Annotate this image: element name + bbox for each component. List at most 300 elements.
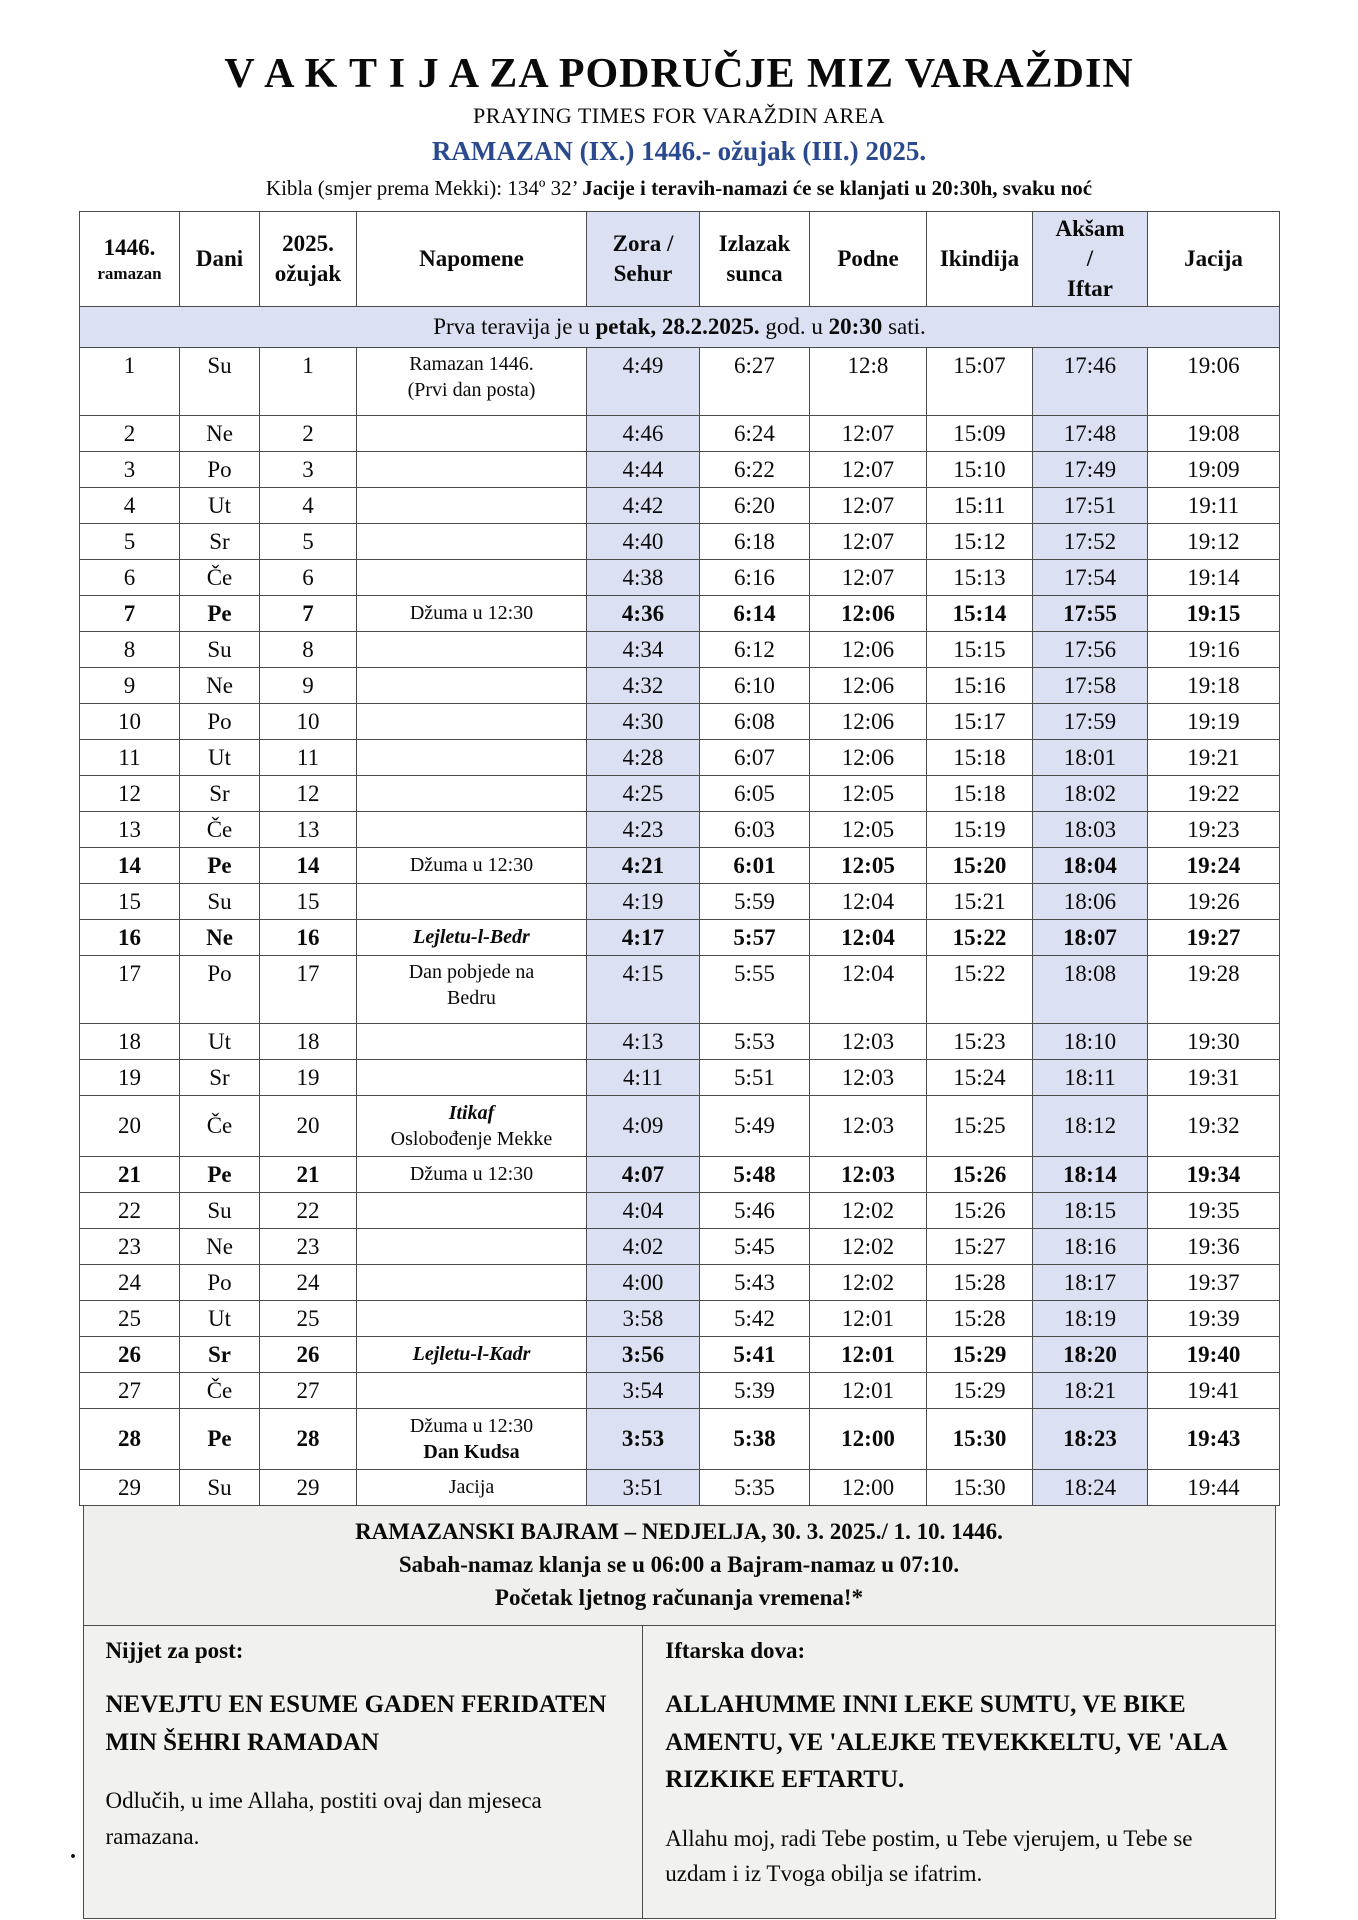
cell-jacija: 19:36 bbox=[1148, 1228, 1280, 1264]
cell-march-day: 16 bbox=[260, 919, 357, 955]
table-row bbox=[80, 739, 1280, 775]
cell-ramazan-day: 17 bbox=[80, 955, 180, 1023]
cell-ramazan-day: 2 bbox=[80, 415, 180, 451]
cell-zora: 4:19 bbox=[587, 883, 700, 919]
cell-izlazak: 5:38 bbox=[700, 1408, 810, 1469]
bajram-line: Sabah-namaz klanja se u 06:00 a Bajram-namaz u 07:10. bbox=[398, 1552, 960, 1578]
cell-ramazan-day: 24 bbox=[80, 1264, 180, 1300]
cell-day-name: Ut bbox=[180, 1023, 260, 1059]
cell-march-day: 25 bbox=[260, 1300, 357, 1336]
note-line: Itikaf bbox=[448, 1101, 495, 1124]
cell-podne: 12:02 bbox=[810, 1264, 927, 1300]
cell-aksam: 18:11 bbox=[1033, 1059, 1148, 1095]
cell-march-day: 19 bbox=[260, 1059, 357, 1095]
cell-ramazan-day: 3 bbox=[80, 451, 180, 487]
cell-ramazan-day: 20 bbox=[80, 1095, 180, 1156]
cell-ramazan-day: 18 bbox=[80, 1023, 180, 1059]
cell-ikindija: 15:17 bbox=[927, 703, 1033, 739]
cell-aksam: 18:10 bbox=[1033, 1023, 1148, 1059]
cell-day-name: Sr bbox=[180, 1059, 260, 1095]
cell-day-name: Pe bbox=[180, 595, 260, 631]
cell-aksam: 18:20 bbox=[1033, 1336, 1148, 1372]
table-row bbox=[80, 415, 1280, 451]
cell-izlazak: 6:18 bbox=[700, 523, 810, 559]
cell-aksam: 18:12 bbox=[1033, 1095, 1148, 1156]
cell-zora: 4:36 bbox=[587, 595, 700, 631]
cell-podne: 12:04 bbox=[810, 955, 927, 1023]
niyyah-box bbox=[84, 1626, 644, 1918]
table-row bbox=[80, 451, 1280, 487]
cell-march-day: 20 bbox=[260, 1095, 357, 1156]
cell-jacija: 19:08 bbox=[1148, 415, 1280, 451]
cell-aksam: 18:01 bbox=[1033, 739, 1148, 775]
cell-note bbox=[357, 1192, 587, 1228]
cell-day-name: Su bbox=[180, 1192, 260, 1228]
cell-march-day: 28 bbox=[260, 1408, 357, 1469]
niyyah-transliteration: NEVEJTU EN ESUME GADEN FERIDATEN MIN ŠEHRI RAMADAN bbox=[105, 1691, 607, 1756]
note-line: Dan pobjede na bbox=[408, 960, 535, 983]
table-row bbox=[80, 631, 1280, 667]
table-row bbox=[80, 775, 1280, 811]
column-header-jacija: Jacija bbox=[1148, 212, 1280, 307]
cell-izlazak: 6:08 bbox=[700, 703, 810, 739]
cell-izlazak: 5:59 bbox=[700, 883, 810, 919]
cell-jacija: 19:44 bbox=[1148, 1469, 1280, 1505]
cell-zora: 4:32 bbox=[587, 667, 700, 703]
cell-ikindija: 15:15 bbox=[927, 631, 1033, 667]
cell-aksam: 18:03 bbox=[1033, 811, 1148, 847]
cell-march-day: 2 bbox=[260, 415, 357, 451]
cell-jacija: 19:16 bbox=[1148, 631, 1280, 667]
kibla-line bbox=[79, 176, 1279, 201]
cell-zora: 3:56 bbox=[587, 1336, 700, 1372]
cell-jacija: 19:15 bbox=[1148, 595, 1280, 631]
cell-podne: 12:03 bbox=[810, 1023, 927, 1059]
cell-ikindija: 15:09 bbox=[927, 415, 1033, 451]
cell-ikindija: 15:20 bbox=[927, 847, 1033, 883]
cell-ramazan-day: 19 bbox=[80, 1059, 180, 1095]
cell-day-name: Če bbox=[180, 1095, 260, 1156]
cell-jacija: 19:14 bbox=[1148, 559, 1280, 595]
cell-podne: 12:00 bbox=[810, 1408, 927, 1469]
table-row bbox=[80, 523, 1280, 559]
cell-zora: 4:21 bbox=[587, 847, 700, 883]
cell-note bbox=[357, 559, 587, 595]
cell-ramazan-day: 6 bbox=[80, 559, 180, 595]
cell-zora: 4:11 bbox=[587, 1059, 700, 1095]
cell-march-day: 13 bbox=[260, 811, 357, 847]
cell-aksam: 18:15 bbox=[1033, 1192, 1148, 1228]
cell-march-day: 3 bbox=[260, 451, 357, 487]
cell-izlazak: 5:48 bbox=[700, 1156, 810, 1192]
column-header-ozujak: 2025. ožujak bbox=[260, 212, 357, 307]
cell-podne: 12:06 bbox=[810, 595, 927, 631]
cell-podne: 12:07 bbox=[810, 415, 927, 451]
cell-day-name: Po bbox=[180, 955, 260, 1023]
cell-zora: 4:38 bbox=[587, 559, 700, 595]
column-header-aksam: Akšam / Iftar bbox=[1033, 212, 1148, 307]
cell-podne: 12:06 bbox=[810, 739, 927, 775]
cell-jacija: 19:06 bbox=[1148, 347, 1280, 415]
cell-zora: 4:17 bbox=[587, 919, 700, 955]
cell-izlazak: 5:41 bbox=[700, 1336, 810, 1372]
cell-jacija: 19:43 bbox=[1148, 1408, 1280, 1469]
cell-ramazan-day: 9 bbox=[80, 667, 180, 703]
cell-aksam: 17:59 bbox=[1033, 703, 1148, 739]
niyyah-heading: Nijjet za post: bbox=[105, 1638, 244, 1664]
cell-ikindija: 15:07 bbox=[927, 347, 1033, 415]
cell-march-day: 15 bbox=[260, 883, 357, 919]
cell-izlazak: 5:53 bbox=[700, 1023, 810, 1059]
cell-ramazan-day: 12 bbox=[80, 775, 180, 811]
cell-izlazak: 5:57 bbox=[700, 919, 810, 955]
cell-izlazak: 6:10 bbox=[700, 667, 810, 703]
cell-day-name: Pe bbox=[180, 1156, 260, 1192]
table-row bbox=[80, 1469, 1280, 1505]
cell-jacija: 19:12 bbox=[1148, 523, 1280, 559]
cell-izlazak: 6:16 bbox=[700, 559, 810, 595]
bajram-notice bbox=[83, 1506, 1276, 1626]
cell-aksam: 17:49 bbox=[1033, 451, 1148, 487]
table-row bbox=[80, 1300, 1280, 1336]
cell-note bbox=[357, 811, 587, 847]
note-line: Džuma u 12:30 bbox=[409, 1163, 534, 1186]
note-line: Ramazan 1446. bbox=[409, 352, 534, 375]
document-content bbox=[79, 0, 1279, 1919]
cell-jacija: 19:18 bbox=[1148, 667, 1280, 703]
cell-note bbox=[357, 1469, 587, 1505]
column-header-dani: Dani bbox=[180, 212, 260, 307]
cell-ikindija: 15:26 bbox=[927, 1156, 1033, 1192]
cell-march-day: 26 bbox=[260, 1336, 357, 1372]
cell-day-name: Ne bbox=[180, 667, 260, 703]
header-row bbox=[80, 212, 1280, 307]
cell-zora: 4:25 bbox=[587, 775, 700, 811]
cell-note bbox=[357, 703, 587, 739]
cell-podne: 12:00 bbox=[810, 1469, 927, 1505]
cell-ramazan-day: 8 bbox=[80, 631, 180, 667]
cell-podne: 12:07 bbox=[810, 559, 927, 595]
table-row bbox=[80, 1372, 1280, 1408]
cell-aksam: 18:02 bbox=[1033, 775, 1148, 811]
cell-podne: 12:03 bbox=[810, 1095, 927, 1156]
cell-note bbox=[357, 451, 587, 487]
table-row bbox=[80, 1156, 1280, 1192]
banner-segment-bold: 20:30 bbox=[828, 314, 883, 340]
dova-transliteration: ALLAHUMME INNI LEKE SUMTU, VE BIKE AMENTU, VE 'ALEJKE TEVEKKELTU, VE 'ALA RIZKIKE EFTARTU. bbox=[665, 1691, 1227, 1794]
column-header-ikindija: Ikindija bbox=[927, 212, 1033, 307]
cell-podne: 12:07 bbox=[810, 487, 927, 523]
cell-ikindija: 15:28 bbox=[927, 1264, 1033, 1300]
cell-day-name: Ne bbox=[180, 919, 260, 955]
cell-aksam: 17:56 bbox=[1033, 631, 1148, 667]
cell-note bbox=[357, 415, 587, 451]
cell-podne: 12:05 bbox=[810, 847, 927, 883]
cell-march-day: 18 bbox=[260, 1023, 357, 1059]
season-line: RAMAZAN (IX.) 1446.- ožujak (III.) 2025. bbox=[431, 136, 927, 167]
cell-podne: 12:03 bbox=[810, 1156, 927, 1192]
table-row bbox=[80, 595, 1280, 631]
cell-aksam: 17:52 bbox=[1033, 523, 1148, 559]
cell-aksam: 18:04 bbox=[1033, 847, 1148, 883]
niyyah-translation: Odlučih, u ime Allaha, postiti ovaj dan mjeseca ramazana. bbox=[105, 1788, 542, 1849]
cell-note bbox=[357, 1228, 587, 1264]
cell-izlazak: 6:01 bbox=[700, 847, 810, 883]
cell-note bbox=[357, 847, 587, 883]
cell-podne: 12:01 bbox=[810, 1372, 927, 1408]
cell-day-name: Su bbox=[180, 1469, 260, 1505]
cell-ramazan-day: 27 bbox=[80, 1372, 180, 1408]
cell-zora: 4:07 bbox=[587, 1156, 700, 1192]
cell-aksam: 18:16 bbox=[1033, 1228, 1148, 1264]
cell-note bbox=[357, 775, 587, 811]
cell-zora: 4:46 bbox=[587, 415, 700, 451]
cell-zora: 4:28 bbox=[587, 739, 700, 775]
cell-note bbox=[357, 883, 587, 919]
cell-izlazak: 5:55 bbox=[700, 955, 810, 1023]
table-head bbox=[80, 212, 1280, 307]
cell-ikindija: 15:12 bbox=[927, 523, 1033, 559]
cell-izlazak: 6:27 bbox=[700, 347, 810, 415]
cell-day-name: Če bbox=[180, 811, 260, 847]
cell-aksam: 18:08 bbox=[1033, 955, 1148, 1023]
cell-jacija: 19:32 bbox=[1148, 1095, 1280, 1156]
cell-note bbox=[357, 1336, 587, 1372]
cell-jacija: 19:35 bbox=[1148, 1192, 1280, 1228]
cell-day-name: Sr bbox=[180, 1336, 260, 1372]
cell-day-name: Sr bbox=[180, 775, 260, 811]
cell-jacija: 19:37 bbox=[1148, 1264, 1280, 1300]
table-row bbox=[80, 1336, 1280, 1372]
cell-day-name: Po bbox=[180, 1264, 260, 1300]
note-line: Oslobođenje Mekke bbox=[390, 1127, 553, 1150]
note-line: Lejletu-l-Bedr bbox=[413, 926, 530, 949]
cell-ikindija: 15:10 bbox=[927, 451, 1033, 487]
cell-note bbox=[357, 1372, 587, 1408]
cell-podne: 12:01 bbox=[810, 1336, 927, 1372]
cell-ikindija: 15:25 bbox=[927, 1095, 1033, 1156]
cell-jacija: 19:34 bbox=[1148, 1156, 1280, 1192]
cell-day-name: Pe bbox=[180, 847, 260, 883]
cell-note bbox=[357, 1095, 587, 1156]
cell-march-day: 23 bbox=[260, 1228, 357, 1264]
cell-jacija: 19:24 bbox=[1148, 847, 1280, 883]
cell-jacija: 19:09 bbox=[1148, 451, 1280, 487]
cell-podne: 12:05 bbox=[810, 811, 927, 847]
cell-jacija: 19:26 bbox=[1148, 883, 1280, 919]
table-row bbox=[80, 1095, 1280, 1156]
cell-ramazan-day: 23 bbox=[80, 1228, 180, 1264]
cell-ikindija: 15:19 bbox=[927, 811, 1033, 847]
cell-ikindija: 15:22 bbox=[927, 955, 1033, 1023]
cell-march-day: 14 bbox=[260, 847, 357, 883]
cell-jacija: 19:21 bbox=[1148, 739, 1280, 775]
teravija-banner-row bbox=[80, 306, 1280, 347]
table-row bbox=[80, 1192, 1280, 1228]
cell-podne: 12:07 bbox=[810, 523, 927, 559]
cell-note bbox=[357, 523, 587, 559]
cell-note bbox=[357, 1059, 587, 1095]
cell-day-name: Ut bbox=[180, 1300, 260, 1336]
cell-aksam: 17:46 bbox=[1033, 347, 1148, 415]
cell-note bbox=[357, 595, 587, 631]
note-line: Lejletu-l-Kadr bbox=[412, 1343, 531, 1366]
note-line: Džuma u 12:30 bbox=[409, 602, 534, 625]
note-line: Jacija bbox=[448, 1476, 495, 1499]
cell-zora: 4:42 bbox=[587, 487, 700, 523]
cell-aksam: 18:24 bbox=[1033, 1469, 1148, 1505]
cell-zora: 4:44 bbox=[587, 451, 700, 487]
column-header-ramazan: 1446. ramazan bbox=[80, 212, 180, 307]
page-title: V A K T I J A ZA PODRUČJE MIZ VARAŽDIN bbox=[224, 51, 1134, 97]
cell-ikindija: 15:18 bbox=[927, 739, 1033, 775]
cell-izlazak: 5:49 bbox=[700, 1095, 810, 1156]
note-line: (Prvi dan posta) bbox=[407, 378, 536, 401]
cell-jacija: 19:27 bbox=[1148, 919, 1280, 955]
cell-march-day: 29 bbox=[260, 1469, 357, 1505]
cell-day-name: Ne bbox=[180, 415, 260, 451]
table-row bbox=[80, 703, 1280, 739]
cell-march-day: 24 bbox=[260, 1264, 357, 1300]
cell-march-day: 22 bbox=[260, 1192, 357, 1228]
cell-ikindija: 15:18 bbox=[927, 775, 1033, 811]
table-row bbox=[80, 811, 1280, 847]
cell-ramazan-day: 5 bbox=[80, 523, 180, 559]
cell-zora: 3:53 bbox=[587, 1408, 700, 1469]
cell-day-name: Ne bbox=[180, 1228, 260, 1264]
cell-zora: 4:15 bbox=[587, 955, 700, 1023]
cell-izlazak: 6:12 bbox=[700, 631, 810, 667]
table-row bbox=[80, 667, 1280, 703]
cell-podne: 12:02 bbox=[810, 1228, 927, 1264]
page-subtitle: PRAYING TIMES FOR VARAŽDIN AREA bbox=[473, 103, 885, 129]
cell-ramazan-day: 21 bbox=[80, 1156, 180, 1192]
cell-izlazak: 5:39 bbox=[700, 1372, 810, 1408]
table-row bbox=[80, 559, 1280, 595]
cell-ramazan-day: 13 bbox=[80, 811, 180, 847]
cell-aksam: 17:48 bbox=[1033, 415, 1148, 451]
cell-day-name: Ut bbox=[180, 487, 260, 523]
dova-heading: Iftarska dova: bbox=[665, 1638, 806, 1664]
cell-jacija: 19:22 bbox=[1148, 775, 1280, 811]
cell-podne: 12:04 bbox=[810, 919, 927, 955]
cell-march-day: 4 bbox=[260, 487, 357, 523]
cell-zora: 3:54 bbox=[587, 1372, 700, 1408]
cell-ramazan-day: 10 bbox=[80, 703, 180, 739]
cell-march-day: 5 bbox=[260, 523, 357, 559]
cell-ramazan-day: 15 bbox=[80, 883, 180, 919]
cell-note bbox=[357, 631, 587, 667]
bottom-boxes bbox=[83, 1626, 1276, 1919]
cell-day-name: Su bbox=[180, 347, 260, 415]
cell-jacija: 19:31 bbox=[1148, 1059, 1280, 1095]
cell-note bbox=[357, 1300, 587, 1336]
cell-note bbox=[357, 1156, 587, 1192]
prayer-times-table bbox=[79, 211, 1280, 1506]
cell-izlazak: 5:42 bbox=[700, 1300, 810, 1336]
cell-podne: 12:04 bbox=[810, 883, 927, 919]
cell-izlazak: 6:14 bbox=[700, 595, 810, 631]
cell-day-name: Če bbox=[180, 1372, 260, 1408]
cell-zora: 4:00 bbox=[587, 1264, 700, 1300]
cell-ramazan-day: 16 bbox=[80, 919, 180, 955]
cell-izlazak: 5:46 bbox=[700, 1192, 810, 1228]
cell-ramazan-day: 4 bbox=[80, 487, 180, 523]
table-row bbox=[80, 1228, 1280, 1264]
cell-jacija: 19:23 bbox=[1148, 811, 1280, 847]
cell-aksam: 18:06 bbox=[1033, 883, 1148, 919]
table-row bbox=[80, 1264, 1280, 1300]
cell-jacija: 19:39 bbox=[1148, 1300, 1280, 1336]
cell-ramazan-day: 26 bbox=[80, 1336, 180, 1372]
cell-march-day: 6 bbox=[260, 559, 357, 595]
cell-zora: 3:51 bbox=[587, 1469, 700, 1505]
cell-jacija: 19:28 bbox=[1148, 955, 1280, 1023]
cell-zora: 4:13 bbox=[587, 1023, 700, 1059]
note-line: Bedru bbox=[447, 986, 496, 1009]
note-line: Džuma u 12:30 bbox=[409, 854, 534, 877]
stray-dot: . bbox=[70, 1838, 76, 1864]
bajram-line: Početak ljetnog računanja vremena!* bbox=[494, 1585, 864, 1611]
cell-ramazan-day: 1 bbox=[80, 347, 180, 415]
cell-ikindija: 15:11 bbox=[927, 487, 1033, 523]
cell-ikindija: 15:27 bbox=[927, 1228, 1033, 1264]
cell-note bbox=[357, 667, 587, 703]
cell-aksam: 17:51 bbox=[1033, 487, 1148, 523]
cell-ikindija: 15:30 bbox=[927, 1469, 1033, 1505]
cell-zora: 4:49 bbox=[587, 347, 700, 415]
cell-march-day: 17 bbox=[260, 955, 357, 1023]
cell-podne: 12:06 bbox=[810, 667, 927, 703]
cell-aksam: 18:17 bbox=[1033, 1264, 1148, 1300]
cell-jacija: 19:40 bbox=[1148, 1336, 1280, 1372]
cell-note bbox=[357, 1264, 587, 1300]
cell-jacija: 19:30 bbox=[1148, 1023, 1280, 1059]
cell-podne: 12:07 bbox=[810, 451, 927, 487]
cell-zora: 4:30 bbox=[587, 703, 700, 739]
cell-march-day: 27 bbox=[260, 1372, 357, 1408]
cell-ikindija: 15:21 bbox=[927, 883, 1033, 919]
cell-izlazak: 6:07 bbox=[700, 739, 810, 775]
cell-aksam: 17:55 bbox=[1033, 595, 1148, 631]
table-row bbox=[80, 1408, 1280, 1469]
table-row bbox=[80, 487, 1280, 523]
cell-zora: 4:02 bbox=[587, 1228, 700, 1264]
cell-izlazak: 5:45 bbox=[700, 1228, 810, 1264]
table-row bbox=[80, 1023, 1280, 1059]
cell-day-name: Su bbox=[180, 631, 260, 667]
cell-izlazak: 5:35 bbox=[700, 1469, 810, 1505]
table-row bbox=[80, 955, 1280, 1023]
cell-ramazan-day: 25 bbox=[80, 1300, 180, 1336]
cell-jacija: 19:11 bbox=[1148, 487, 1280, 523]
cell-ramazan-day: 14 bbox=[80, 847, 180, 883]
cell-note bbox=[357, 955, 587, 1023]
cell-march-day: 21 bbox=[260, 1156, 357, 1192]
note-line: Džuma u 12:30 bbox=[409, 1414, 534, 1437]
cell-march-day: 8 bbox=[260, 631, 357, 667]
cell-izlazak: 6:05 bbox=[700, 775, 810, 811]
cell-podne: 12:02 bbox=[810, 1192, 927, 1228]
cell-izlazak: 6:20 bbox=[700, 487, 810, 523]
banner-segment-normal: Prva teravija je u bbox=[433, 314, 596, 340]
cell-izlazak: 5:51 bbox=[700, 1059, 810, 1095]
cell-podne: 12:03 bbox=[810, 1059, 927, 1095]
cell-zora: 4:34 bbox=[587, 631, 700, 667]
cell-zora: 3:58 bbox=[587, 1300, 700, 1336]
banner-segment-bold: petak, 28.2.2025. bbox=[595, 314, 760, 340]
cell-jacija: 19:41 bbox=[1148, 1372, 1280, 1408]
